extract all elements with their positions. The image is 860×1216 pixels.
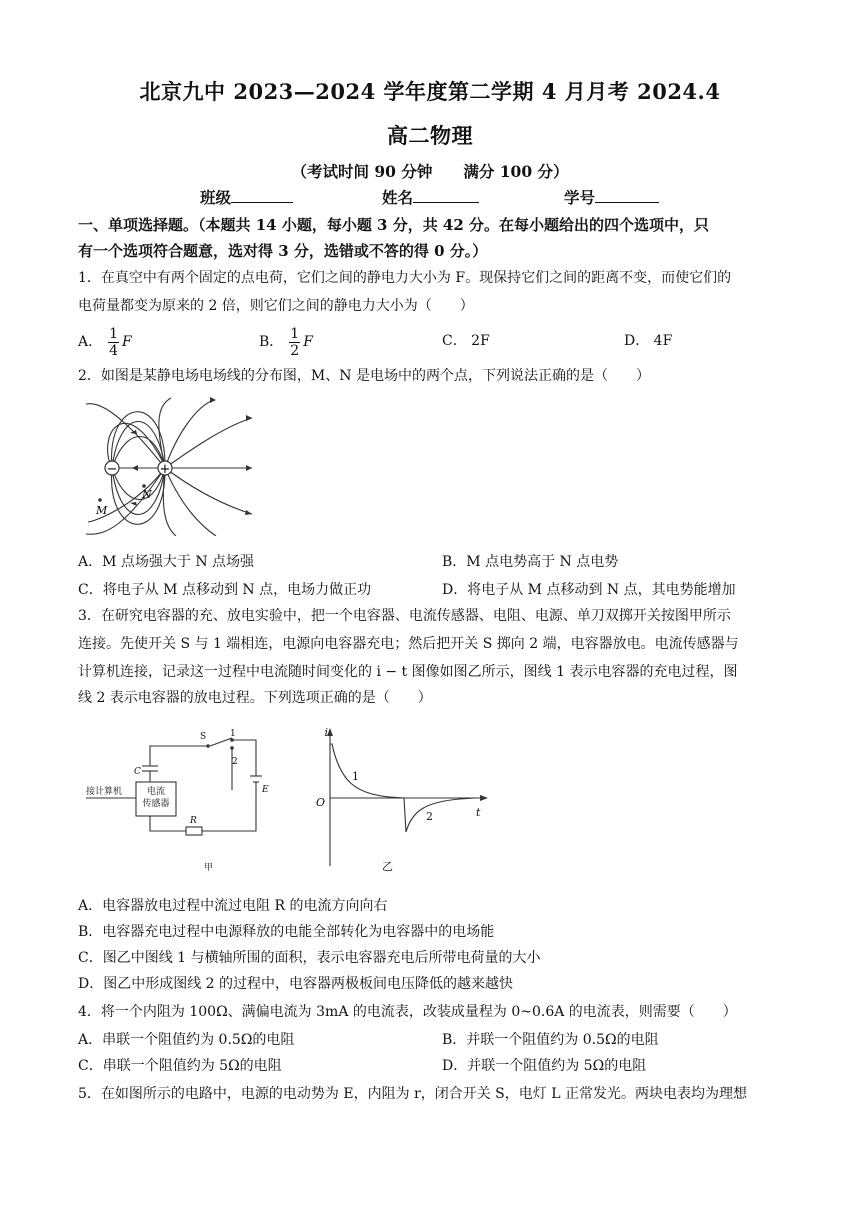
q1-stem-line1: 1．在真空中有两个固定的点电荷，它们之间的静电力大小为 F。现保持它们之间的距离不变，而使它们的 <box>78 270 732 286</box>
name-field[interactable] <box>382 186 479 208</box>
q2-stem: 2．如图是某静电场电场线的分布图，M、N 是电场中的两个点，下列说法正确的是（ ） <box>78 368 650 384</box>
q4-option-d[interactable]: D．并联一个阻值约为 5Ω的电阻 <box>442 1058 647 1074</box>
class-blank[interactable] <box>231 188 293 203</box>
class-field[interactable] <box>200 186 293 208</box>
graph-axis-i: i <box>324 726 328 739</box>
q1-option-b[interactable] <box>259 322 313 362</box>
id-blank[interactable] <box>595 188 659 203</box>
fig-plus-sign: + <box>159 462 171 477</box>
section-heading-line1: 一、单项选择题。（本题共 14 小题，每小题 3 分，共 42 分。在每小题给出的四个选项中，只 <box>78 216 710 234</box>
q1-b-variable: F <box>303 334 313 350</box>
q1-stem-line2: 电荷量都变为原来的 2 倍，则它们之间的静电力大小为（ ） <box>78 298 474 314</box>
id-field[interactable] <box>564 186 659 208</box>
class-label: 班级 <box>200 188 232 207</box>
q1-a-variable: F <box>122 334 132 350</box>
q1-b-denominator: 2 <box>290 342 300 359</box>
id-label: 学号 <box>564 188 596 207</box>
q4-option-a[interactable]: A．串联一个阻值约为 0.5Ω的电阻 <box>78 1032 295 1048</box>
fig-minus-sign: − <box>106 462 118 477</box>
graph-axis-t: t <box>476 806 481 819</box>
q2-option-c[interactable]: C．将电子从 M 点移动到 N 点，电场力做正功 <box>78 582 372 598</box>
q2-option-d[interactable]: D．将电子从 M 点移动到 N 点，其电势能增加 <box>442 582 736 598</box>
section-heading-line2: 有一个选项符合题意，选对得 3 分，选错或不答的得 0 分。） <box>78 242 488 260</box>
q2-option-b[interactable]: B．M 点电势高于 N 点电势 <box>442 554 619 570</box>
q3-stem-line1: 3．在研究电容器的充、放电实验中，把一个电容器、电流传感器、电阻、电源、单刀双掷开关按图甲所示 <box>78 608 731 624</box>
q1-option-a[interactable] <box>78 322 132 362</box>
fig-switch-s: S <box>200 732 207 742</box>
q1-option-c[interactable]: C． 2F <box>442 333 490 349</box>
fig-computer-label: 接计算机 <box>86 787 123 797</box>
graph-curve-1-label: 1 <box>352 770 359 783</box>
fig-contact-1: 1 <box>230 729 236 739</box>
graph-curve-2-label: 2 <box>426 810 433 823</box>
q1-option-d[interactable]: D． 4F <box>624 333 673 349</box>
q3-option-d[interactable]: D．图乙中形成图线 2 的过程中，电容器两极板间电压降低的越来越快 <box>78 976 514 992</box>
q3-option-b[interactable]: B．电容器充电过程中电源释放的电能全部转化为电容器中的电场能 <box>78 924 495 940</box>
fig-source-e: E <box>262 785 269 795</box>
graph-origin-o: O <box>316 796 326 809</box>
q1-a-numerator: 1 <box>109 325 119 342</box>
q2-field-lines-figure <box>86 396 254 536</box>
q4-option-c[interactable]: C．串联一个阻值约为 5Ω的电阻 <box>78 1058 282 1074</box>
q1-option-b-label: B． <box>259 334 284 350</box>
fig-point-m: M <box>96 504 108 517</box>
fig-capacitor-c: C <box>134 767 141 777</box>
q3-stem-line3: 计算机连接，记录这一过程中电流随时间变化的 i − t 图像如图乙所示，图线 1 表示电容器的充电过程，图 <box>78 664 738 680</box>
q3-option-c[interactable]: C．图乙中图线 1 与横轴所围的面积，表示电容器充电后所带电荷量的大小 <box>78 950 541 966</box>
q2-option-a[interactable]: A．M 点场强大于 N 点场强 <box>78 554 255 570</box>
subject-title: 高二物理 <box>387 123 473 148</box>
q5-stem: 5．在如图所示的电路中，电源的电动势为 E，内阻为 r，闭合开关 S，电灯 L 正常发光。两块电表均为理想 <box>78 1086 747 1102</box>
name-label: 姓名 <box>382 188 414 207</box>
q3-stem-line4: 线 2 表示电容器的放电过程。下列选项正确的是（ ） <box>78 690 432 706</box>
q1-b-numerator: 1 <box>290 325 300 342</box>
fig-label-jia: 甲 <box>204 863 214 873</box>
fig-sensor-label-1: 电流 <box>146 787 166 797</box>
name-blank[interactable] <box>413 188 479 203</box>
exam-title: 北京九中 2023—2024 学年度第二学期 4 月月考 2024.4 <box>139 79 721 104</box>
fig-point-n: N <box>142 488 152 501</box>
fig-label-yi: 乙 <box>382 860 393 873</box>
fig-sensor-label-2: 传感器 <box>142 799 170 809</box>
q4-option-b[interactable]: B．并联一个阻值约为 0.5Ω的电阻 <box>442 1032 659 1048</box>
q3-stem-line2: 连接。先使开关 S 与 1 端相连，电源向电容器充电；然后把开关 S 掷向 2 端，电容器放电。电流传感器与 <box>78 636 739 652</box>
exam-info: （考试时间 90 分钟 满分 100 分） <box>291 162 569 181</box>
fig-resistor-r: R <box>190 816 197 826</box>
q4-stem: 4．将一个内阻为 100Ω、满偏电流为 3mA 的电流表，改装成量程为 0~0.6A 的电流表，则需要（ ） <box>78 1004 737 1020</box>
q1-a-denominator: 4 <box>109 342 119 359</box>
q3-option-a[interactable]: A．电容器放电过程中流过电阻 R 的电流方向向右 <box>78 898 388 914</box>
q3-current-time-graph <box>300 726 490 876</box>
q3-circuit-figure <box>86 726 276 876</box>
q1-option-a-label: A． <box>78 334 103 350</box>
fig-contact-2: 2 <box>232 757 238 767</box>
